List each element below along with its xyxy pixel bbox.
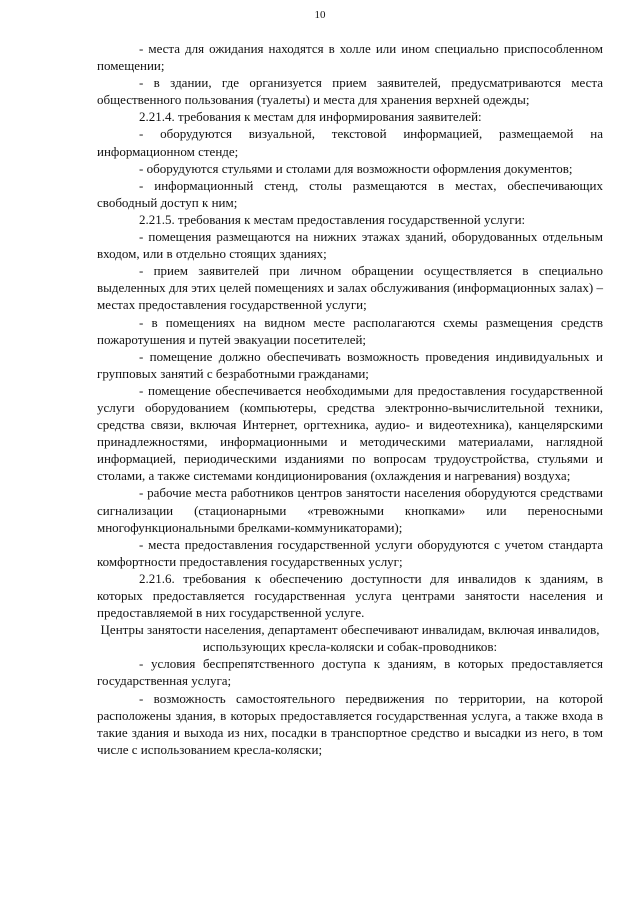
page-number: 10 [314,9,326,21]
paragraph: Центры занятости населения, департамент обеспечивают инвалидам, включая инвалидов, использующих кресла-коляски и собак-проводников: [100,622,600,655]
paragraph: 2.21.4. требования к местам для информирования заявителей: [139,109,482,125]
paragraph: - возможность самостоятельного передвижения по территории, на которой расположены здания, в которых предоставляется государственная услуга, а также входа в такие здания и выхода из них, посадки в транспортное средство и высадки из него, в том числе с использованием кресла-коляски; [97,690,603,757]
paragraph: - помещение должно обеспечивать возможность проведения индивидуальных и групповых занятий с безработными гражданами; [97,348,603,381]
paragraph: 2.21.5. требования к местам предоставления государственной услуги: [139,211,526,227]
paragraph: - в здании, где организуется прием заявителей, предусматриваются места общественного пользования (туалеты) и места для хранения верхней одежды; [97,75,603,108]
paragraph: - рабочие места работников центров занятости населения оборудуются средствами сигнализации (стационарными «тревожными кнопками» или переносными многофункциональными брелками-коммуникаторами); [97,485,603,535]
paragraph: - информационный стенд, столы размещаются в местах, обеспечивающих свободный доступ к ним; [97,177,603,210]
paragraph: - оборудуются стульями и столами для возможности оформления документов; [139,160,573,176]
paragraph: 2.21.6. требования к обеспечению доступности для инвалидов к зданиям, в которых предоставляется государственная услуга центрами занятости населения и предоставляемой в них государственной услуге. [97,570,603,621]
paragraph: - прием заявителей при личном обращении осуществляется в специально выделенных для этих целей помещениях и залах обслуживания (информационных залах) – местах предоставления государственной услуги; [97,263,603,313]
paragraph: - помещения размещаются на нижних этажах зданий, оборудованных отдельным входом, или в отдельно стоящих зданиях; [97,229,603,262]
paragraph: - места для ожидания находятся в холле или ином специально приспособленном помещении; [97,41,603,74]
paragraph: - в помещениях на видном месте располагаются схемы размещения средств пожаротушения и путей эвакуации посетителей; [97,314,603,347]
paragraph: - условия беспрепятственного доступа к зданиям, в которых предоставляется государственная услуга; [97,656,603,689]
paragraph: - помещение обеспечивается необходимыми для предоставления государственной услуги оборудованием (компьютеры, средства электронно-вычислительной техники, средства связи, включая Интернет, оргтехника, аудио- и видеотехника), канцелярскими принадлежностями, информационными и методическими материалами, наглядной информацией, периодическими изданиями по вопросам трудоустройства, стульями и столами, а также системами кондиционирования (охлаждения и нагревания) воздуха; [97,382,603,484]
paragraph: - места предоставления государственной услуги оборудуются с учетом стандарта комфортности предоставления государственных услуг; [97,536,603,569]
paragraph: - оборудуются визуальной, текстовой информацией, размещаемой на информационном стенде; [97,126,603,159]
document-body [97,40,603,758]
